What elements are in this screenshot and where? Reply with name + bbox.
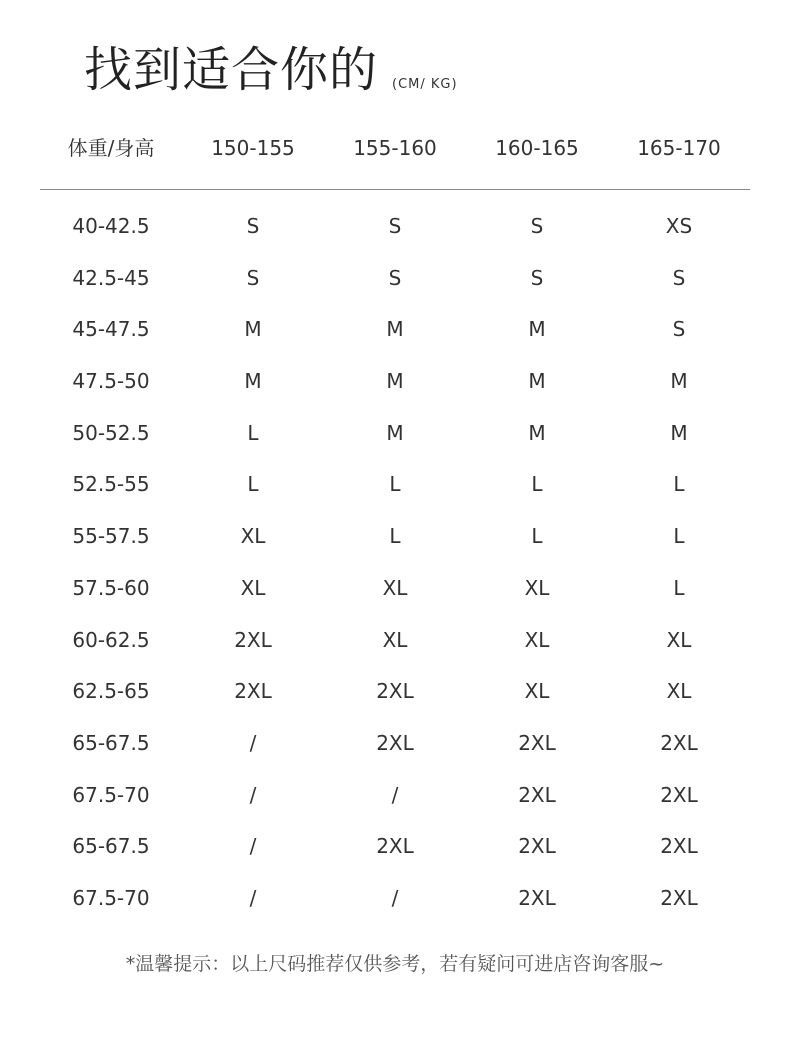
size-cell: L [389,524,401,549]
table-row [40,464,750,516]
size-cell: 2XL [518,782,556,807]
size-cell: XL [382,627,408,652]
size-cell: S [246,265,260,290]
size-cell: / [391,885,399,910]
size-cell: M [670,369,688,394]
title-block [84,40,458,100]
size-cell: L [389,472,401,497]
size-cell: 2XL [234,627,272,652]
header-divider [40,189,750,190]
weight-cell: 40-42.5 [72,214,150,238]
size-cell: XL [524,575,550,600]
header-cell-150-155: 150-155 [211,136,295,160]
size-cell: 2XL [518,730,556,755]
size-table-body [40,206,750,930]
size-cell: 2XL [660,730,698,755]
size-cell: M [528,317,546,342]
size-cell: M [528,369,546,394]
table-row [40,258,750,310]
size-cell: 2XL [376,679,414,704]
table-row [40,413,750,465]
size-cell: S [246,214,260,238]
size-cell: 2XL [660,834,698,859]
table-row [40,568,750,620]
table-row [40,826,750,878]
weight-cell: 42.5-45 [72,265,150,290]
size-cell: L [673,524,685,549]
size-cell: S [530,265,544,290]
size-cell: 2XL [376,730,414,755]
size-cell: XL [666,627,692,652]
size-cell: XL [240,524,266,549]
weight-cell: 52.5-55 [72,472,150,497]
size-cell: L [673,575,685,600]
header-cell-165-170: 165-170 [637,136,721,160]
header-cell-weight-height: 体重/身高 [67,136,155,160]
weight-cell: 47.5-50 [72,369,150,394]
size-cell: S [388,265,402,290]
table-row [40,309,750,361]
table-row [40,775,750,827]
weight-cell: 67.5-70 [72,885,150,910]
table-row [40,620,750,672]
size-cell: / [249,782,257,807]
size-cell: S [672,265,686,290]
size-cell: / [391,782,399,807]
table-row [40,671,750,723]
weight-cell: 67.5-70 [72,782,150,807]
weight-cell: 65-67.5 [72,730,150,755]
weight-cell: 65-67.5 [72,834,150,859]
size-cell: 2XL [518,834,556,859]
size-cell: M [244,369,262,394]
footer-note: *温馨提示：以上尺码推荐仅供参考，若有疑问可进店咨询客服~ [125,953,665,975]
size-cell: S [530,214,544,238]
weight-cell: 62.5-65 [72,679,150,704]
table-row [40,516,750,568]
size-cell: 2XL [660,885,698,910]
weight-cell: 45-47.5 [72,317,150,342]
unit-label: (CM/ KG) [392,77,458,92]
size-cell: 2XL [234,679,272,704]
table-row [40,361,750,413]
size-cell: XL [666,679,692,704]
size-cell: 2XL [518,885,556,910]
size-cell: XL [382,575,408,600]
size-cell: L [247,472,259,497]
table-row [40,206,750,258]
size-cell: XL [524,627,550,652]
size-cell: S [672,317,686,342]
size-cell: M [670,420,688,445]
header-cell-155-160: 155-160 [353,136,437,160]
weight-cell: 60-62.5 [72,627,150,652]
size-cell: L [531,472,543,497]
size-cell: XL [524,679,550,704]
table-header [40,128,750,168]
size-cell: L [673,472,685,497]
weight-cell: 57.5-60 [72,575,150,600]
size-cell: / [249,885,257,910]
size-cell: L [531,524,543,549]
table-row [40,723,750,775]
size-cell: / [249,730,257,755]
size-cell: M [386,317,404,342]
page-title: 找到适合你的 [84,42,379,98]
size-cell: / [249,834,257,859]
table-row [40,878,750,930]
size-cell: 2XL [376,834,414,859]
size-cell: M [528,420,546,445]
size-cell: M [386,420,404,445]
size-cell: M [386,369,404,394]
header-cell-160-165: 160-165 [495,136,579,160]
weight-cell: 55-57.5 [72,524,150,549]
size-cell: M [244,317,262,342]
size-cell: 2XL [660,782,698,807]
size-cell: XL [240,575,266,600]
weight-cell: 50-52.5 [72,420,150,445]
size-cell: L [247,420,259,445]
size-cell: XS [665,214,693,238]
size-cell: S [388,214,402,238]
